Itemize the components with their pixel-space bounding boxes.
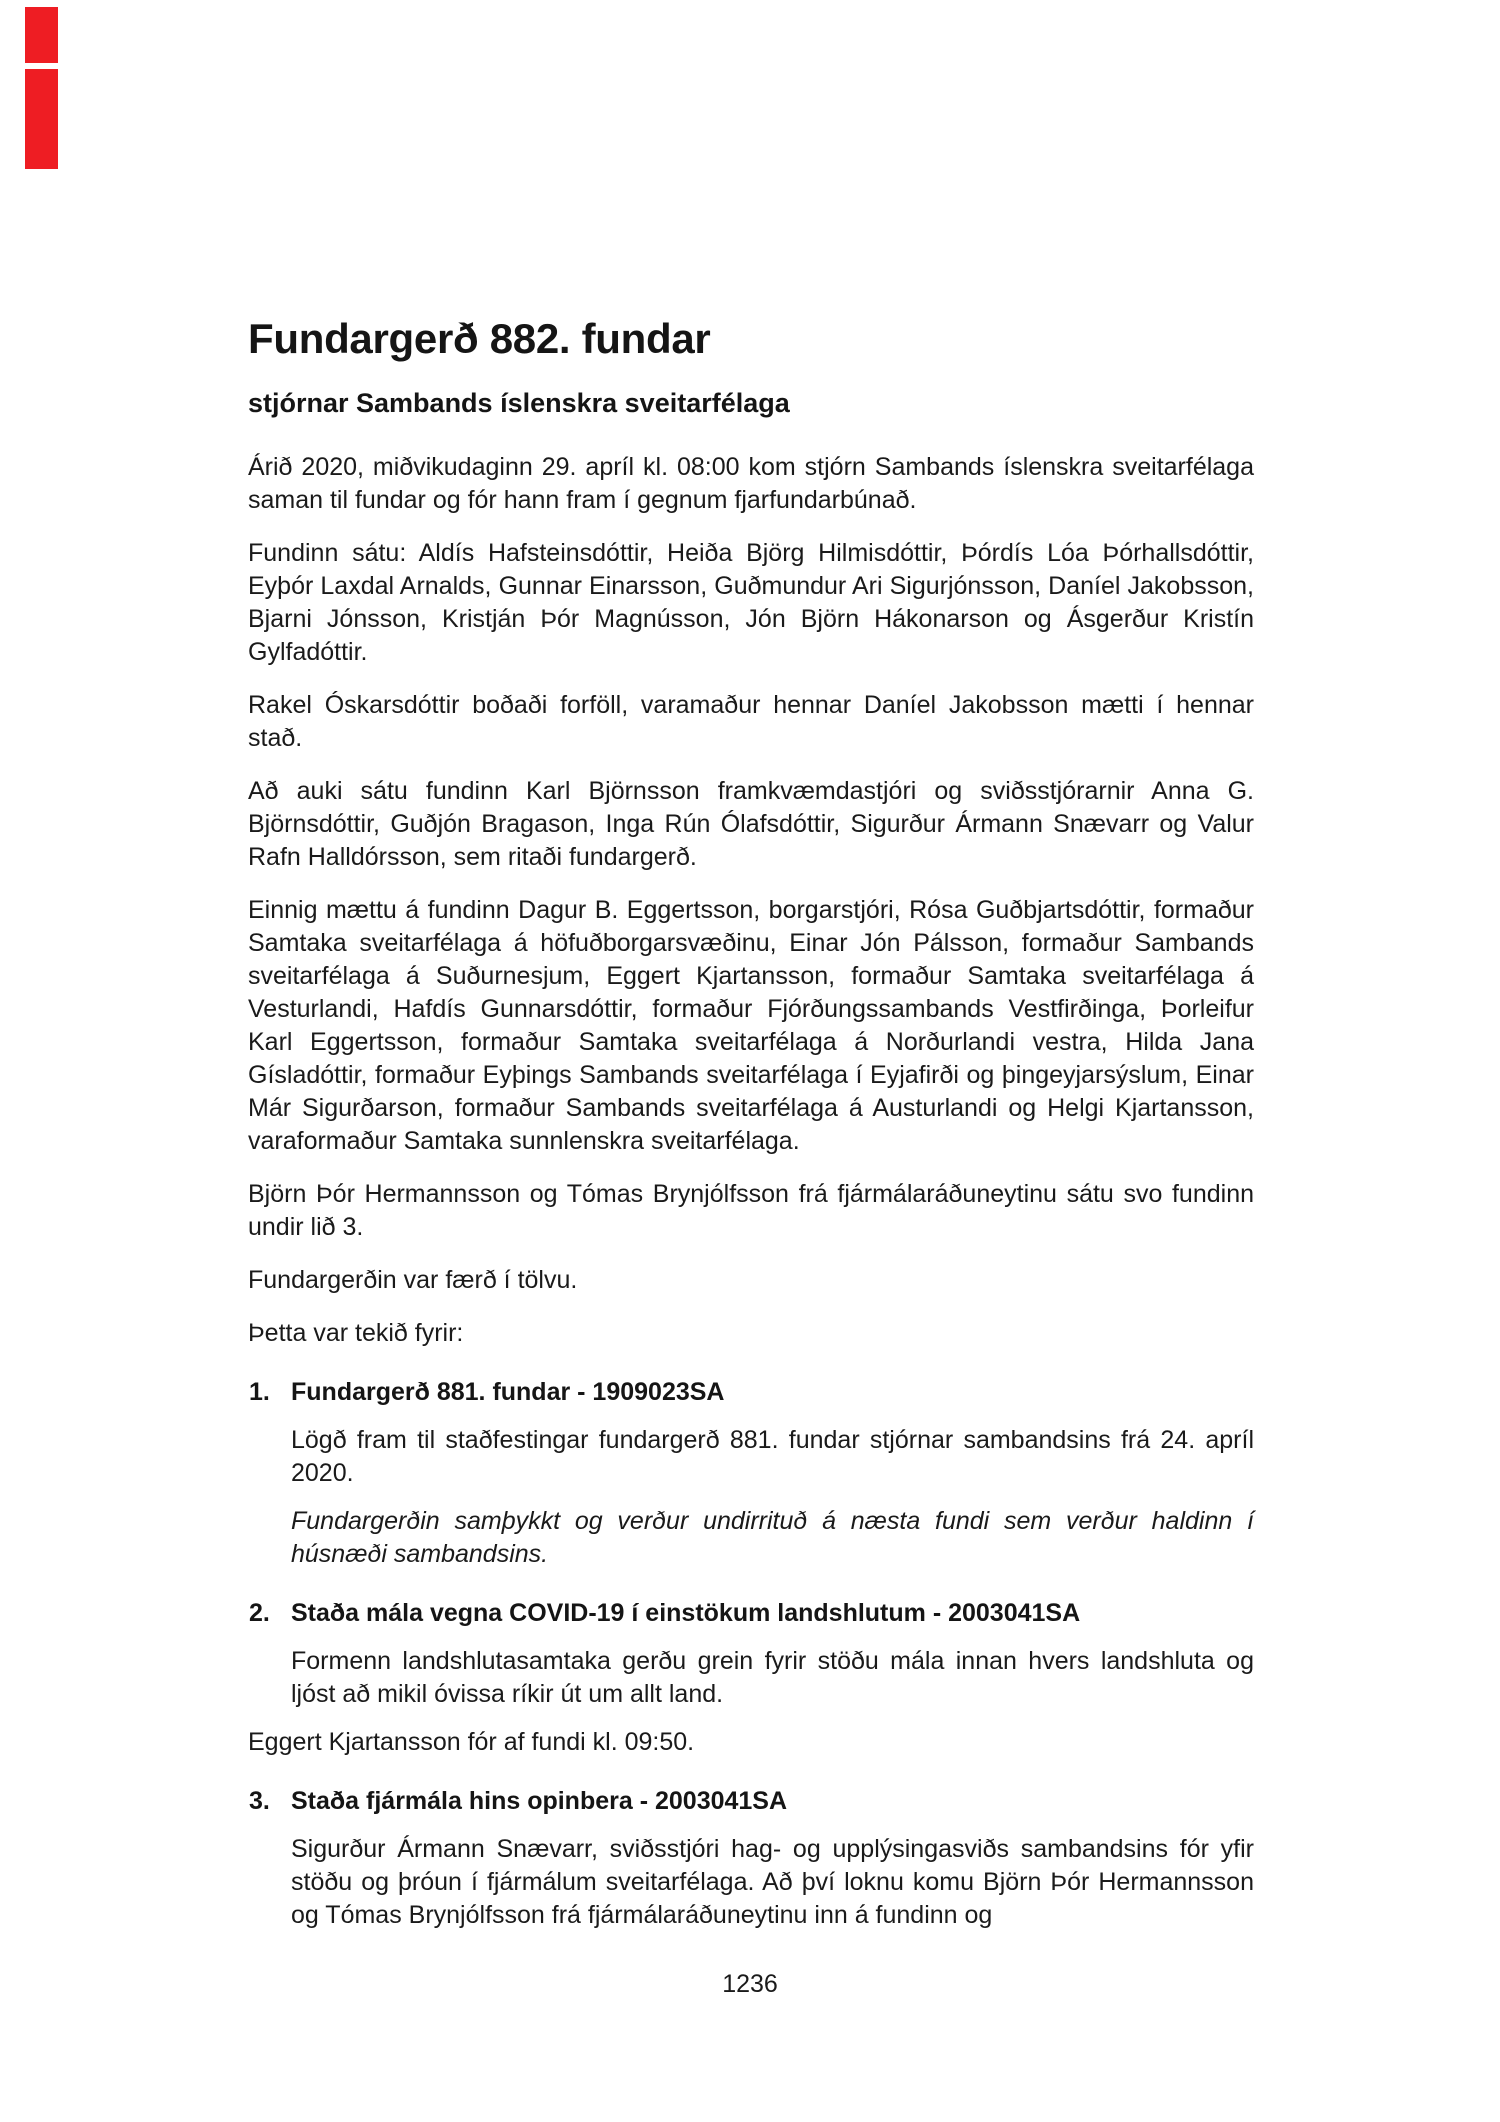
document-title: Fundargerð 882. fundar [248, 315, 711, 362]
agenda-item-1 [248, 1376, 1254, 1571]
document-subtitle: stjórnar Sambands íslenskra sveitarfélaga [248, 388, 790, 418]
agenda-item-3 [248, 1785, 1254, 1932]
agenda-item-1-body: Lögð fram til staðfestingar fundargerð 881. fundar stjórnar sambandsins frá 24. apríl 2020. [291, 1426, 1254, 1488]
agenda-item-2-number: 2. [249, 1599, 270, 1628]
ministry-attendees-paragraph: Björn Þór Hermannsson og Tómas Brynjólfsson frá fjármálaráðuneytinu sátu svo fundinn undir lið 3. [248, 1180, 1254, 1242]
agenda-item-1-heading: Fundargerð 881. fundar - 1909023SA [291, 1378, 725, 1407]
document-body [248, 315, 1254, 1947]
agenda-item-3-number: 3. [249, 1787, 270, 1816]
agenda-item-2-body: Formenn landshlutasamtaka gerðu grein fyrir stöðu mála innan hvers landshluta og ljóst að mikil óvissa ríkir út um allt land. [291, 1647, 1254, 1709]
staff-attendees-paragraph: Að auki sátu fundinn Karl Björnsson framkvæmdastjóri og sviðsstjórarnir Anna G. Björnsdóttir, Guðjón Bragason, Inga Rún Ólafsdóttir, Sigurður Ármann Snævarr og Valur Rafn Halldórsson, sem ritaði fundargerð. [248, 777, 1254, 872]
agenda-item-3-heading: Staða fjármála hins opinbera - 2003041SA [291, 1787, 788, 1816]
page-number: 1236 [722, 1970, 778, 1998]
agenda-item-1-resolution: Fundargerðin samþykkt og verður undirrituð á næsta fundi sem verður haldinn í húsnæði sambandsins. [291, 1507, 1254, 1569]
agenda-intro-line: Þetta var tekið fyrir: [248, 1319, 464, 1348]
attendees-paragraph: Fundinn sátu: Aldís Hafsteinsdóttir, Heiða Björg Hilmisdóttir, Þórdís Lóa Þórhallsdóttir, Eyþór Laxdal Arnalds, Gunnar Einarsson, Guðmundur Ari Sigurjónsson, Daníel Jakobsson, Bjarni Jónsson, Kristján Þór Magnússon, Jón Björn Hákonarson og Ásgerður Kristín Gylfadóttir. [248, 539, 1254, 667]
agenda-item-3-body: Sigurður Ármann Snævarr, sviðsstjóri hag- og upplýsingasviðs sambandsins fór yfir stöðu og þróun í fjármálum sveitarfélaga. Að því loknu komu Björn Þór Hermannsson og Tómas Brynjólfsson frá fjármálaráðuneytinu inn á fundinn og [291, 1835, 1254, 1930]
minutes-recorded-line: Fundargerðin var færð í tölvu. [248, 1266, 578, 1295]
departure-note: Eggert Kjartansson fór af fundi kl. 09:50. [248, 1728, 695, 1757]
red-margin-mark-bottom [25, 69, 58, 169]
absentee-paragraph: Rakel Óskarsdóttir boðaði forföll, varamaður hennar Daníel Jakobsson mætti í hennar stað. [248, 691, 1254, 753]
agenda-item-2-heading: Staða mála vegna COVID-19 í einstökum landshlutum - 2003041SA [291, 1599, 1081, 1628]
meeting-date-paragraph: Árið 2020, miðvikudaginn 29. apríl kl. 08:00 kom stjórn Sambands íslenskra sveitarfélaga saman til fundar og fór hann fram í gegnum fjarfundarbúnað. [248, 453, 1254, 515]
agenda-item-2 [248, 1597, 1254, 1711]
red-margin-mark-top [25, 7, 58, 63]
guest-attendees-paragraph: Einnig mættu á fundinn Dagur B. Eggertsson, borgarstjóri, Rósa Guðbjartsdóttir, formaður Samtaka sveitarfélaga á höfuðborgarsvæðinu, Einar Jón Pálsson, formaður Sambands sveitarfélaga á Suðurnesjum, Eggert Kjartansson, formaður Samtaka sveitarfélaga á Vesturlandi, Hafdís Gunnarsdóttir, formaður Fjórðungssambands Vestfirðinga, Þorleifur Karl Eggertsson, formaður Samtaka sveitarfélaga á Norðurlandi vestra, Hilda Jana Gísladóttir, formaður Eyþings Sambands sveitarfélaga í Eyjafirði og þingeyjarsýslum, Einar Már Sigurðarson, formaður Sambands sveitarfélaga á Austurlandi og Helgi Kjartansson, varaformaður Samtaka sunnlenskra sveitarfélaga. [248, 896, 1254, 1156]
agenda-item-1-number: 1. [249, 1378, 270, 1407]
